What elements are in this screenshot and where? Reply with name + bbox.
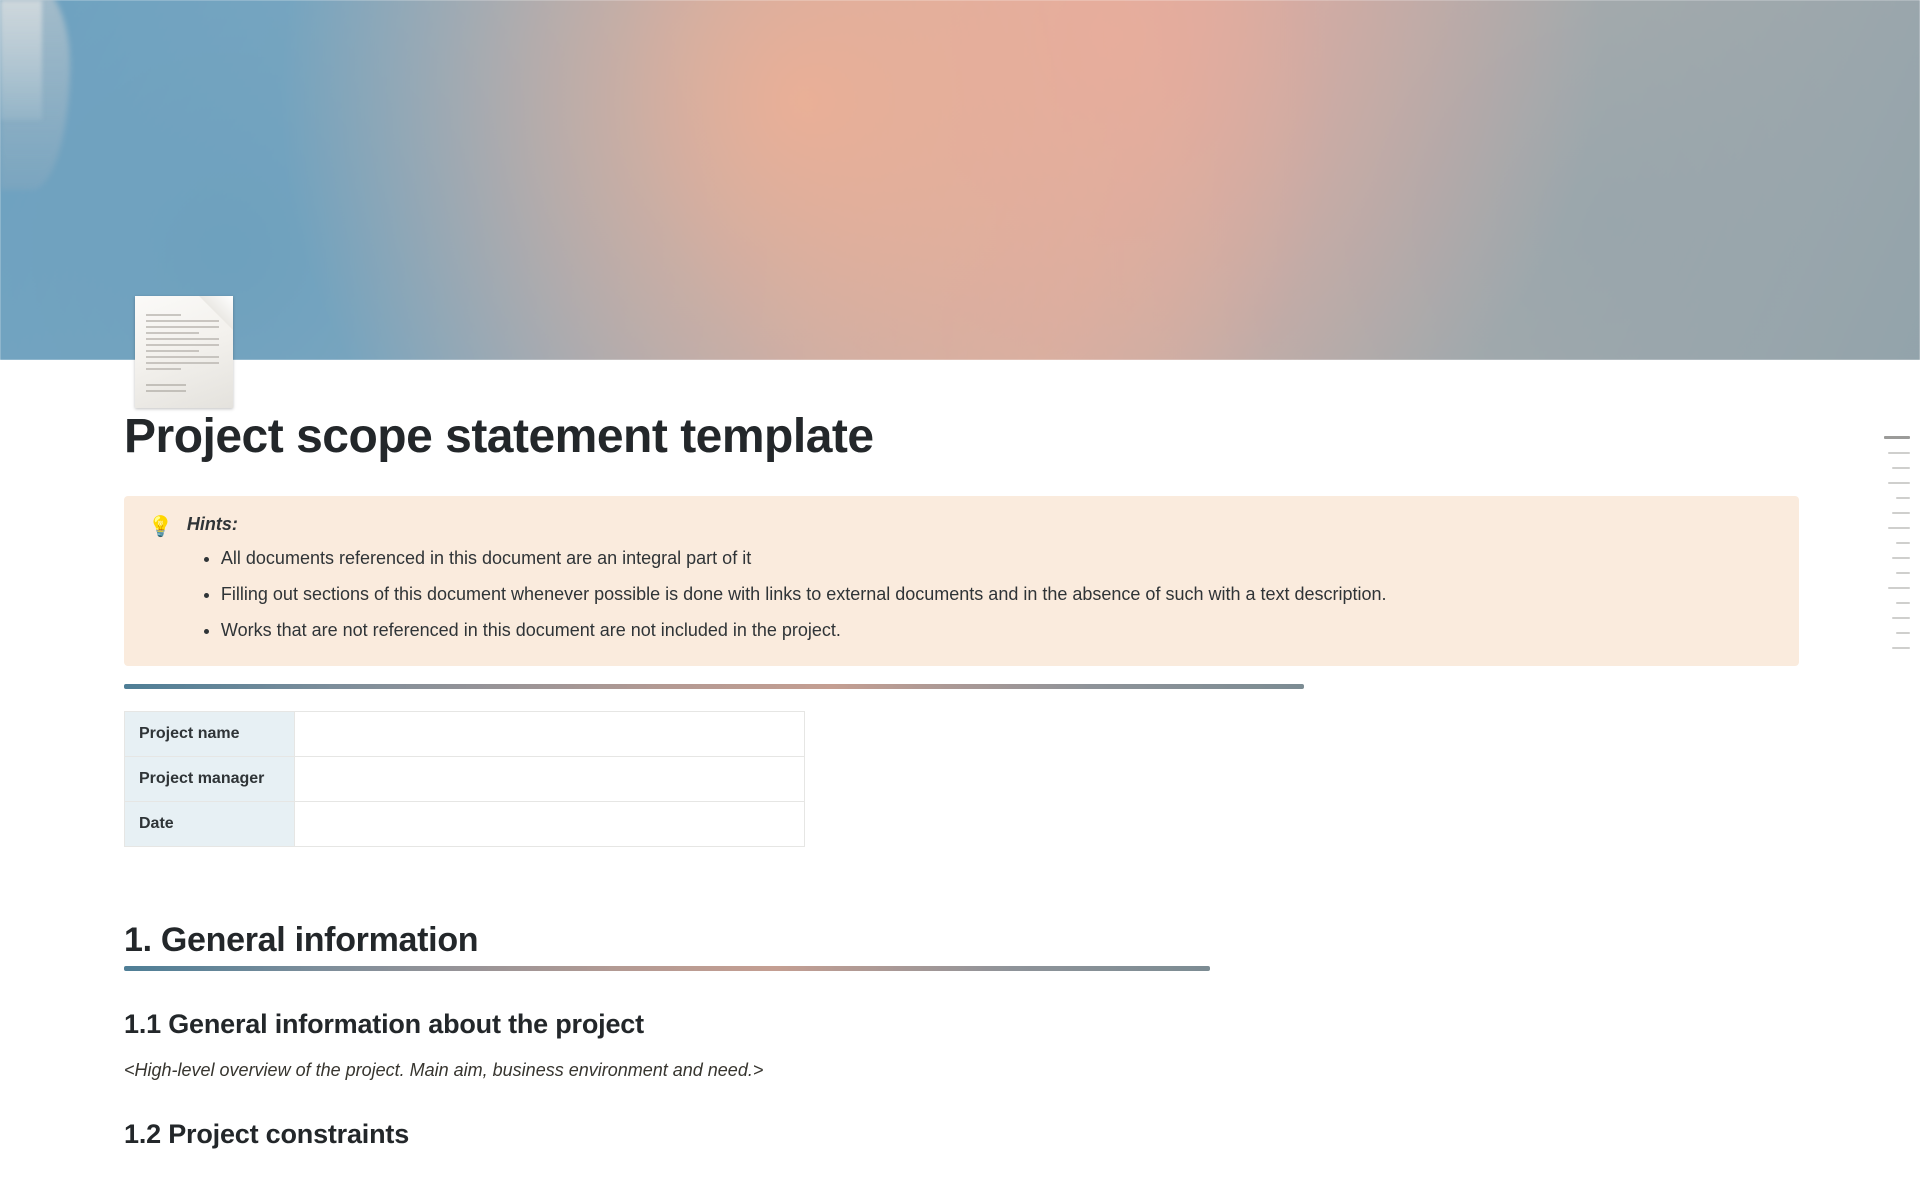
hints-callout [124,496,1799,667]
project-manager-label: Project manager [125,757,295,802]
section-heading-general-information: 1. General information [124,921,479,960]
callout-list [187,545,1775,645]
document-content [124,410,1804,1150]
cover-decorative-shape-2 [0,0,42,120]
project-info-table [124,711,805,847]
project-name-label: Project name [125,712,295,757]
document-outline-minimap[interactable] [1870,436,1910,649]
subsection-heading-1-2: 1.2 Project constraints [124,1119,410,1150]
divider-rule-top [124,684,1304,689]
table-row [125,757,805,802]
list-item: • All documents referenced in this document are an integral part of it [221,545,1775,573]
page-icon-text-lines [146,314,219,374]
page-title: Project scope statement template [124,410,874,463]
cover-image[interactable] [0,0,1920,360]
table-row [125,802,805,847]
document-page-icon[interactable] [135,296,233,408]
page-icon-footer-lines [146,384,186,396]
table-row [125,712,805,757]
project-name-field[interactable] [295,712,805,757]
list-item: • Filling out sections of this document whenever possible is done with links to external documents and in the absence of such with a text description. [221,581,1775,609]
date-field[interactable] [295,802,805,847]
lightbulb-icon: 💡 [148,515,173,538]
callout-title: Hints: [186,513,238,534]
project-manager-field[interactable] [295,757,805,802]
divider-rule-section [124,966,1210,971]
cover-gradient [0,0,1920,360]
date-label: Date [125,802,295,847]
list-item: • Works that are not referenced in this document are not included in the project. [221,617,1775,645]
subsection-body-1-1[interactable]: <High-level overview of the project. Main aim, business environment and need.> [124,1060,764,1081]
subsection-heading-1-1: 1.1 General information about the project [124,1009,644,1040]
